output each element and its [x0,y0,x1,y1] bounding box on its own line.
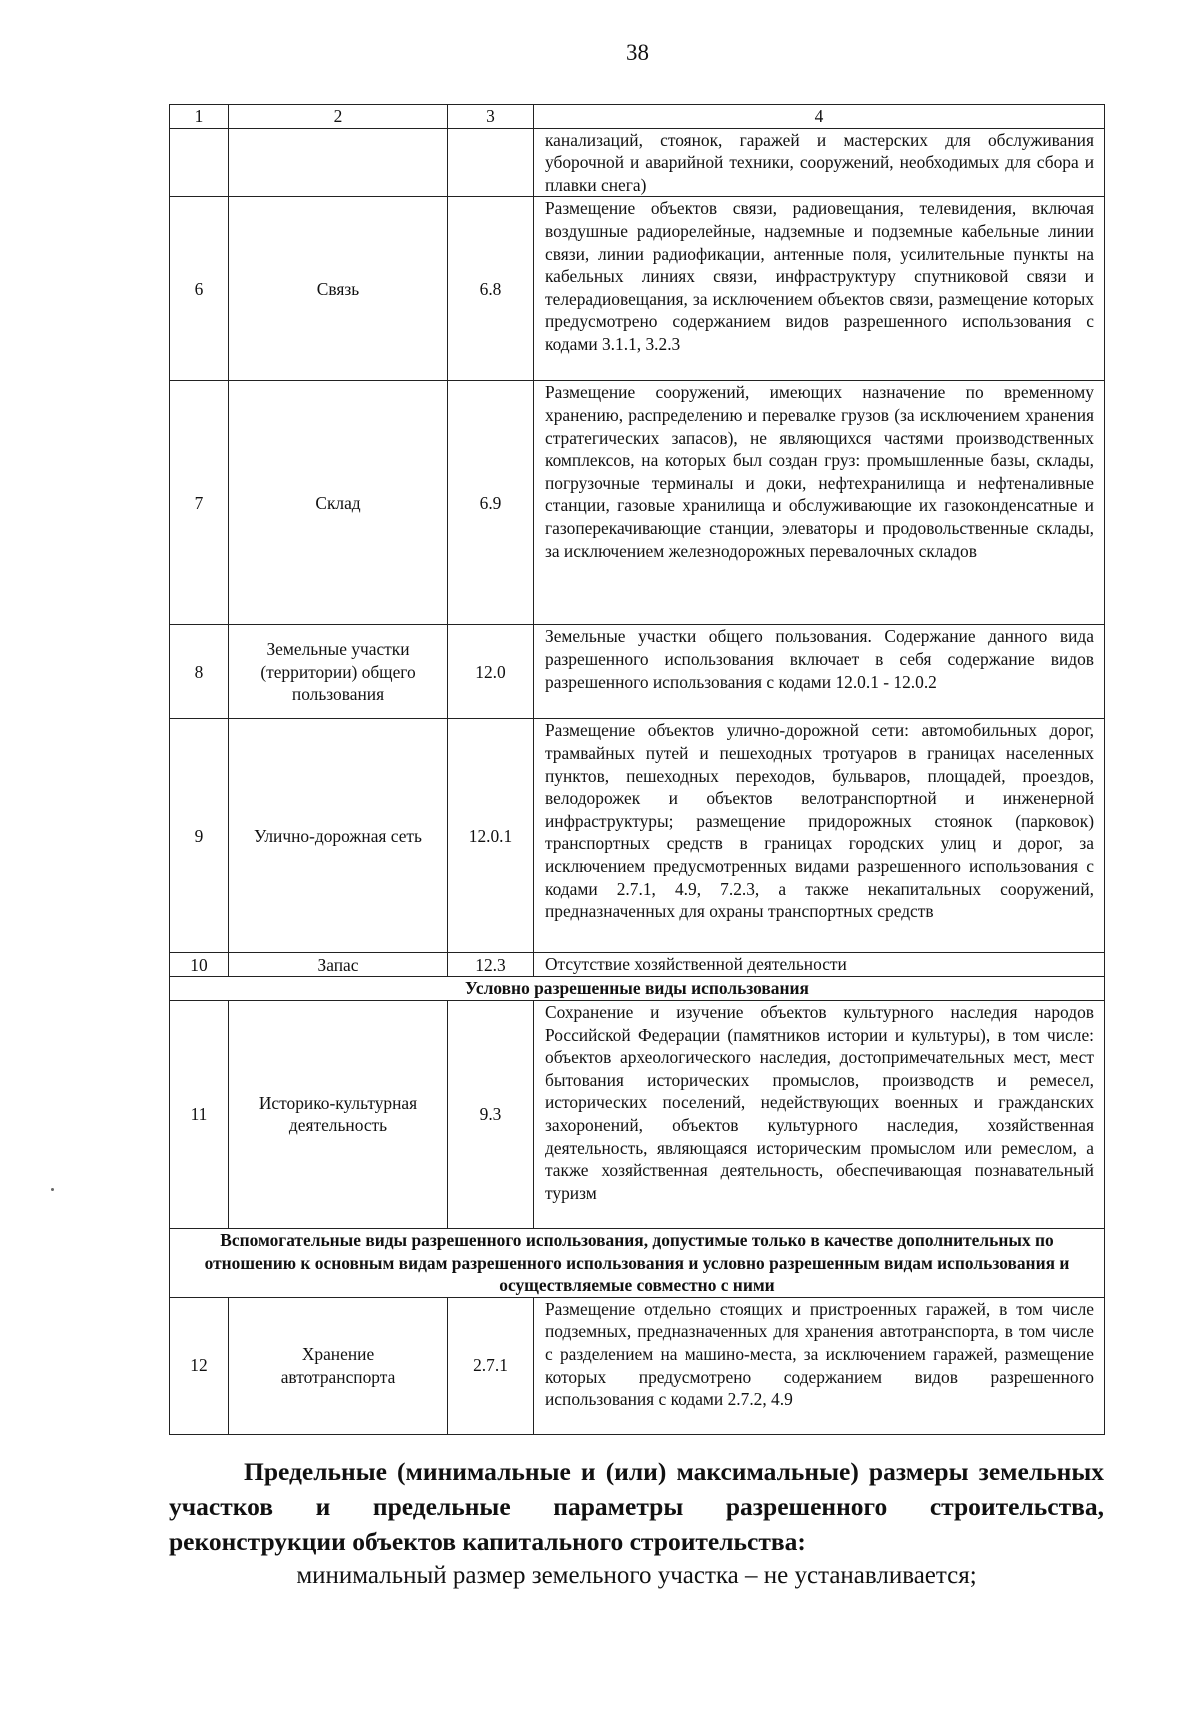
section-title-conditional: Условно разрешенные виды использования [170,977,1105,1001]
table-row [170,719,1105,953]
table-row [170,625,1105,719]
row-number: 11 [170,1000,229,1228]
row-name [229,128,448,197]
page-number: 38 [626,40,649,65]
table-row [170,1000,1105,1228]
header-col-4: 4 [534,105,1105,129]
table-row [170,381,1105,625]
row-number: 6 [170,197,229,381]
row-description: Сохранение и изучение объектов культурного наследия народов Российской Федерации (памятников истории и культуры), в том числе: объектов археологического наследия, достопримечательных мест, мест бытования исторических промыслов, производств и ремесел, исторических поселений, недействующих военных и гражданских захоронений, объектов культурного наследия, хозяйственная деятельность, являющаяся историческим промыслом или ремеслом, а также хозяйственная деятельность, обеспечивающая познавательный туризм [534,1000,1105,1228]
section-title-auxiliary: Вспомогательные виды разрешенного использования, допустимые только в качестве дополнительных по отношению к основным видам разрешенного использования и условно разрешенным видам использования и осуществляемые совместно с ними [170,1228,1105,1297]
row-description: Земельные участки общего пользования. Содержание данного вида разрешенного использования включает в себя содержание видов разрешенного использования с кодами 12.0.1 - 12.0.2 [534,625,1105,719]
row-number: 10 [170,953,229,977]
row-name: Связь [229,197,448,381]
row-number: 7 [170,381,229,625]
row-code: 12.0 [448,625,534,719]
row-description: Отсутствие хозяйственной деятельности [534,953,1105,977]
row-name: Запас [229,953,448,977]
row-description: Размещение отдельно стоящих и пристроенных гаражей, в том числе подземных, предназначенных для хранения автотранспорта, в том числе с разделением на машино-места, за исключением гаражей, размещение которых предусмотрено содержанием видов разрешенного использования с кодами 2.7.2, 4.9 [534,1297,1105,1434]
row-number [170,128,229,197]
row-name: Хранение автотранспорта [229,1297,448,1434]
row-number: 8 [170,625,229,719]
row-code [448,128,534,197]
row-name: Земельные участки (территории) общего пользования [229,625,448,719]
row-code: 9.3 [448,1000,534,1228]
row-description: Размещение сооружений, имеющих назначение по временному хранению, распределению и перевалке грузов (за исключением хранения стратегических запасов), не являющихся частями производственных комплексов, на которых был создан груз: промышленные базы, склады, погрузочные терминалы и доки, нефтехранилища и нефтеналивные станции, газовые хранилища и обслуживающие их газоконденсатные и газоперекачивающие станции, элеваторы и продовольственные склады, за исключением железнодорожных перевалочных складов [534,381,1105,625]
row-description: канализаций, стоянок, гаражей и мастерских для обслуживания уборочной и аварийной техники, сооружений, необходимых для сбора и плавки снега) [534,128,1105,197]
row-code: 12.3 [448,953,534,977]
table-row [170,128,1105,197]
section-row [170,1228,1105,1297]
row-description: Размещение объектов улично-дорожной сети: автомобильных дорог, трамвайных путей и пешеходных тротуаров в границах населенных пунктов, пешеходных переходов, бульваров, площадей, проездов, велодорожек и объектов велотранспортной и инженерной инфраструктуры; размещение придорожных стоянок (парковок) транспортных средств в границах городских улиц и дорог, за исключением предусмотренных видами разрешенного использования с кодами 2.7.1, 4.9, 7.2.3, а также некапитальных сооружений, предназначенных для охраны транспортных средств [534,719,1105,953]
row-number: 12 [170,1297,229,1434]
row-name: Историко-культурная деятельность [229,1000,448,1228]
header-col-2: 2 [229,105,448,129]
table-row [170,1297,1105,1434]
margin-dot [51,1188,54,1191]
header-col-3: 3 [448,105,534,129]
table-header-row [170,105,1105,129]
body-line: минимальный размер земельного участка – не устанавливается; [296,1562,977,1589]
land-use-table [169,104,1105,1435]
table-row [170,953,1105,977]
row-name: Улично-дорожная сеть [229,719,448,953]
section-heading: Предельные (минимальные и (или) максимальные) размеры земельных участков и предельные параметры разрешенного строительства, реконструкции объектов капитального строительства: [169,1457,1104,1556]
row-number: 9 [170,719,229,953]
footer-section [169,1454,1104,1593]
section-row [170,977,1105,1001]
row-name: Склад [229,381,448,625]
table-row [170,197,1105,381]
row-code: 12.0.1 [448,719,534,953]
row-code: 6.9 [448,381,534,625]
row-code: 2.7.1 [448,1297,534,1434]
row-description: Размещение объектов связи, радиовещания, телевидения, включая воздушные радиорелейные, надземные и подземные кабельные линии связи, линии радиофикации, антенные поля, усилительные пункты на кабельных линиях связи, инфраструктуру спутниковой связи и телерадиовещания, за исключением объектов связи, размещение которых предусмотрено содержанием видов разрешенного использования с кодами 3.1.1, 3.2.3 [534,197,1105,381]
row-code: 6.8 [448,197,534,381]
header-col-1: 1 [170,105,229,129]
